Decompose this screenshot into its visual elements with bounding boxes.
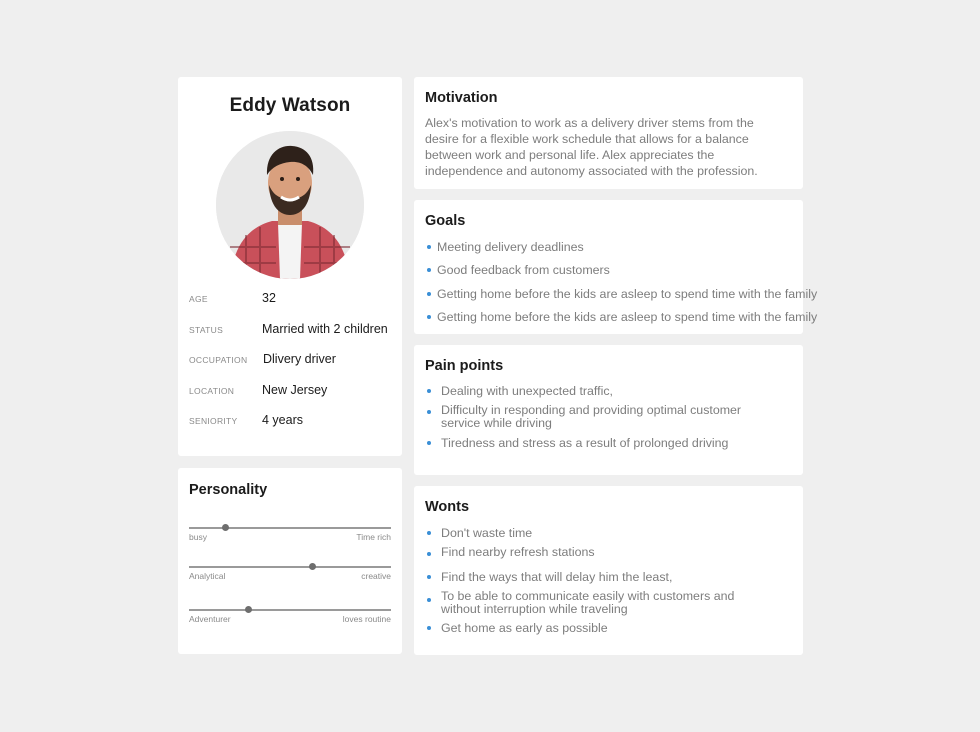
bullet-icon [427,245,431,249]
list-item [425,310,818,324]
attribute-value: Dlivery driver [263,352,336,366]
list-item [425,546,797,559]
list-item-text: Difficulty in responding and providing optimal customer service while driving [441,403,742,430]
bullet-icon [427,441,431,445]
attribute-row-age [189,291,394,311]
attribute-key: OCCUPATION [189,355,248,365]
bullet-icon [427,315,431,319]
list-item [425,385,797,398]
bullet-icon [427,292,431,296]
attribute-row-occupation [189,352,394,372]
list-item [425,590,769,615]
bullet-icon [427,410,431,414]
bullet-icon [427,575,431,579]
profile-card [178,77,402,456]
goals-card [414,200,818,334]
list-item [425,527,797,540]
bullet-icon [427,598,431,602]
list-item-text: Get home as early as possible [441,621,608,635]
list-item [425,571,797,584]
bullet-icon [427,389,431,393]
slider-knob[interactable] [309,563,316,570]
slider-track [189,527,391,529]
pain-points-card [414,345,803,475]
slider-right-label: creative [361,571,391,581]
persona-name: Eddy Watson [229,95,351,116]
slider-left-label: Adventurer [189,614,231,624]
list-item [425,437,797,450]
list-item-text: Dealing with unexpected traffic, [441,384,613,398]
slider-left-label: Analytical [189,571,226,581]
slider-track [189,566,391,568]
attribute-value: New Jersey [262,383,328,397]
slider-left-label: busy [189,532,207,542]
list-item-text: Getting home before the kids are asleep to spend time with the family [437,287,818,301]
list-item-text: Meeting delivery deadlines [437,240,584,254]
personality-title: Personality [189,482,268,498]
attribute-row-location [189,383,394,403]
bullet-icon [427,531,431,535]
attribute-value: 4 years [262,413,303,427]
attribute-value: 32 [262,291,276,305]
attribute-value: Married with 2 children [262,322,388,336]
attribute-row-status [189,322,394,342]
list-item-text: Find nearby refresh stations [441,545,595,559]
slider-knob[interactable] [245,606,252,613]
motivation-title: Motivation [425,90,498,106]
bullet-icon [427,552,431,556]
bullet-icon [427,626,431,630]
attribute-key: LOCATION [189,386,235,396]
list-item-text: To be able to communicate easily with customers and without interruption while traveling [441,589,735,616]
slider-right-label: loves routine [342,614,391,624]
attribute-row-seniority [189,413,394,433]
avatar [216,131,364,279]
list-item-text: Getting home before the kids are asleep to spend time with the family [437,310,818,324]
wonts-title: Wonts [425,499,470,515]
list-item [425,287,818,301]
slider-right-label: Time rich [356,532,391,542]
personality-slider-busy-time-rich[interactable] [189,523,391,547]
personality-card [178,468,402,654]
personality-slider-adventurer-routine[interactable] [189,605,391,629]
wonts-card [414,486,803,655]
attribute-key: STATUS [189,325,224,335]
list-item [425,404,779,429]
list-item-text: Don't waste time [441,526,533,540]
list-item-text: Good feedback from customers [437,263,610,277]
avatar-photo [216,131,364,279]
slider-track [189,609,391,611]
attribute-key: SENIORITY [189,416,238,426]
list-item-text: Find the ways that will delay him the least, [441,570,673,584]
slider-knob[interactable] [222,524,229,531]
list-item [425,622,797,635]
pain-points-title: Pain points [425,358,504,374]
attribute-key: AGE [189,294,208,304]
goals-title: Goals [425,213,466,229]
bullet-icon [427,268,431,272]
motivation-body: Alex's motivation to work as a delivery driver stems from the desire for a flexible work schedule that allows for a balance between work and personal life. Alex appreciates the independence and autonomy associated with the profession. [425,116,758,178]
motivation-card [414,77,803,189]
personality-slider-analytical-creative[interactable] [189,562,391,586]
list-item [425,264,797,277]
list-item-text: Tiredness and stress as a result of prolonged driving [441,436,729,450]
list-item [425,241,797,254]
